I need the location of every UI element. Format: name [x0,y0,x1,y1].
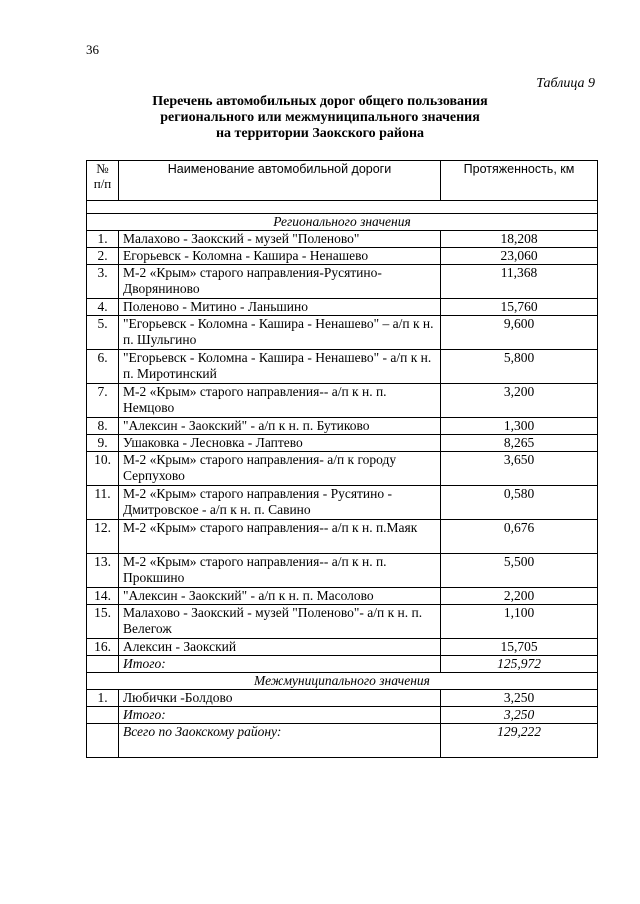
row-road-name: М-2 «Крым» старого направления - Русятино - Дмитровское - а/п к н. п. Савино [119,486,441,520]
row-number: 8. [87,418,119,435]
row-road-name: М-2 «Крым» старого направления-Русятино-Дворяниново [119,265,441,299]
title-line: регионального или межмуниципального значения [160,110,480,125]
table-row [87,350,598,384]
row-number: 13. [87,554,119,588]
row-number: 1. [87,690,119,707]
row-number: 15. [87,605,119,639]
row-road-name: Малахово - Заокский - музей "Поленово"- а/п к н. п. Велегож [119,605,441,639]
row-road-name: "Алексин - Заокский" - а/п к н. п. Масолово [119,588,441,605]
table-header-row [87,161,598,201]
page-number: 36 [86,42,99,57]
title-line: на территории Заокского района [215,126,425,141]
row-number: 6. [87,350,119,384]
row-length: 9,600 [441,316,598,350]
section-heading-row [87,673,598,690]
table-row [87,605,598,639]
row-length: 5,800 [441,350,598,384]
row-length: 3,250 [441,690,598,707]
table-row [87,435,598,452]
table-row [87,316,598,350]
section-heading-regional: Регионального значения [87,214,598,231]
row-road-name: М-2 «Крым» старого направления-- а/п к н. п. Прокшино [119,554,441,588]
row-road-name: Алексин - Заокский [119,639,441,656]
table-row [87,299,598,316]
row-road-name: М-2 «Крым» старого направления-- а/п к н. п.Маяк [119,520,441,554]
row-length: 5,500 [441,554,598,588]
header-length: Протяженность, км [441,161,598,201]
row-road-name: М-2 «Крым» старого направления- а/п к городу Серпухово [119,452,441,486]
row-length: 15,760 [441,299,598,316]
row-road-name: Любички -Болдово [119,690,441,707]
header-number [87,161,119,201]
row-road-name: Ушаковка - Лесновка - Лаптево [119,435,441,452]
table-row [87,690,598,707]
table-row [87,554,598,588]
table-row [87,639,598,656]
row-number: 3. [87,265,119,299]
header-number-line1: № [96,161,109,176]
row-length: 0,580 [441,486,598,520]
row-length: 11,368 [441,265,598,299]
table-row [87,265,598,299]
row-number: 4. [87,299,119,316]
row-number: 11. [87,486,119,520]
regional-total-label: Итого: [119,656,441,673]
table-row [87,452,598,486]
grand-total-row [87,724,598,758]
regional-rows [87,231,598,656]
regional-total-value: 125,972 [441,656,598,673]
grand-total-label: Всего по Заокскому району: [119,724,441,758]
row-length: 18,208 [441,231,598,248]
row-number: 2. [87,248,119,265]
section-heading-row [87,214,598,231]
row-length: 1,100 [441,605,598,639]
row-road-name: Малахово - Заокский - музей "Поленово" [119,231,441,248]
blank-row [87,201,598,214]
header-road-name: Наименование автомобильной дороги [119,161,441,201]
row-length: 15,705 [441,639,598,656]
row-number: 14. [87,588,119,605]
row-number: 9. [87,435,119,452]
intermunicipal-total-label: Итого: [119,707,441,724]
document-title [0,94,640,142]
regional-total-row [87,656,598,673]
row-road-name: Егорьевск - Коломна - Кашира - Ненашево [119,248,441,265]
table-row [87,520,598,554]
row-number: 7. [87,384,119,418]
row-length: 3,650 [441,452,598,486]
row-number: 5. [87,316,119,350]
row-length: 23,060 [441,248,598,265]
row-road-name: М-2 «Крым» старого направления-- а/п к н. п. Немцово [119,384,441,418]
row-road-name: "Егорьевск - Коломна - Кашира - Ненашево" – а/п к н. п. Шульгино [119,316,441,350]
section-heading-intermunicipal: Межмуниципального значения [87,673,598,690]
table-row [87,384,598,418]
intermunicipal-total-value: 3,250 [441,707,598,724]
intermunicipal-total-row [87,707,598,724]
row-number: 12. [87,520,119,554]
row-road-name: Поленово - Митино - Ланьшино [119,299,441,316]
table-row [87,418,598,435]
title-line: Перечень автомобильных дорог общего пользования [152,94,488,109]
row-length: 0,676 [441,520,598,554]
table-label: Таблица 9 [536,76,595,91]
header-number-line2: п/п [93,176,112,191]
row-length: 1,300 [441,418,598,435]
row-number: 10. [87,452,119,486]
row-length: 8,265 [441,435,598,452]
grand-total-value: 129,222 [441,724,598,758]
table-row [87,588,598,605]
row-road-name: "Егорьевск - Коломна - Кашира - Ненашево" - а/п к н. п. Миротинский [119,350,441,384]
row-road-name: "Алексин - Заокский" - а/п к н. п. Бутиково [119,418,441,435]
table-row [87,248,598,265]
table-row [87,231,598,248]
table-row [87,486,598,520]
row-number: 16. [87,639,119,656]
row-number: 1. [87,231,119,248]
roads-table [86,160,598,758]
row-length: 2,200 [441,588,598,605]
intermunicipal-rows [87,690,598,707]
row-length: 3,200 [441,384,598,418]
